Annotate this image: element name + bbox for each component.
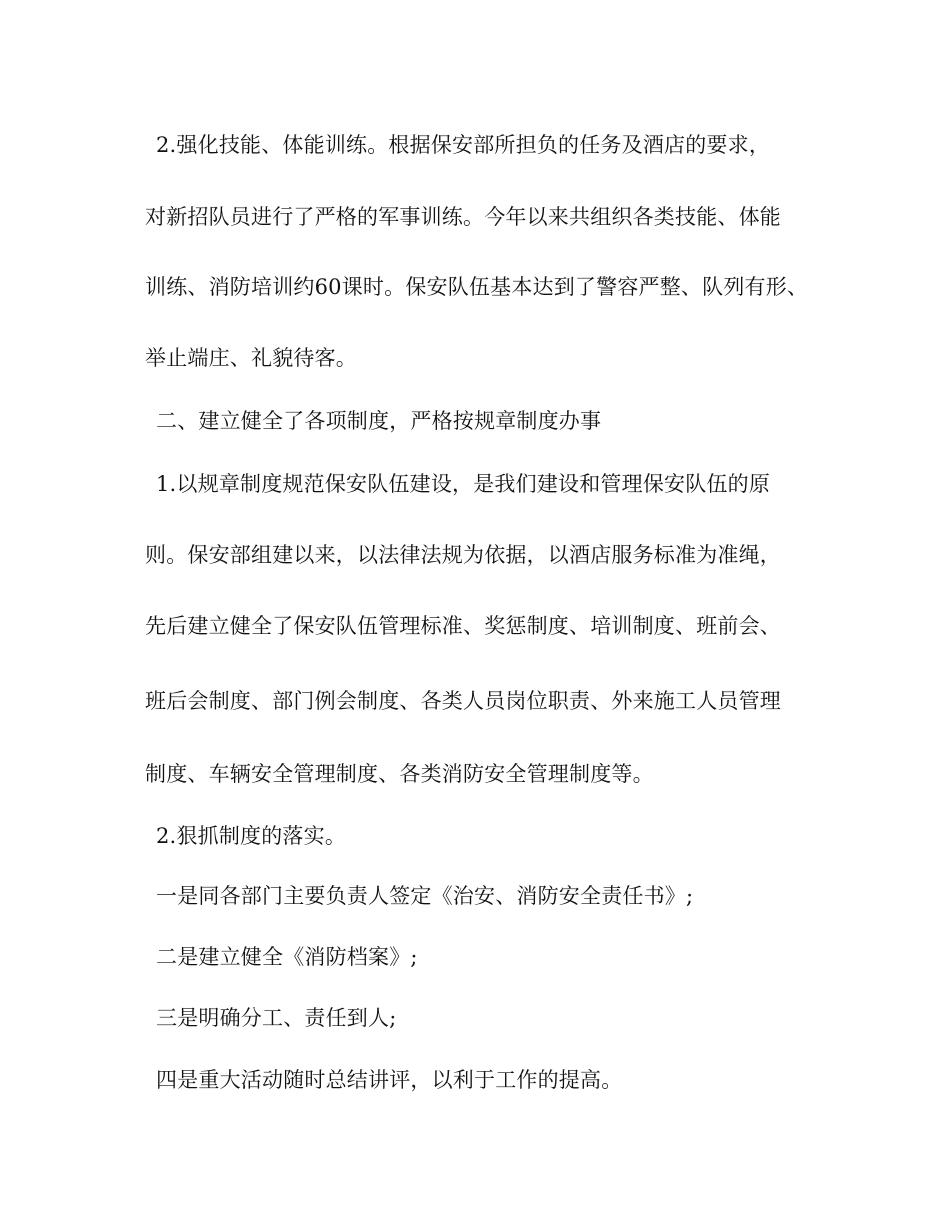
list-item-3: 三是明确分工、责任到人; — [156, 1006, 397, 1030]
paragraph-line-8: 先后建立健全了保安队伍管理标准、奖惩制度、培训制度、班前会、 — [145, 614, 781, 638]
paragraph-line-2: 对新招队员进行了严格的军事训练。今年以来共组织各类技能、体能 — [145, 205, 781, 229]
paragraph-line-6: 1.以规章制度规范保安队伍建设，是我们建设和管理保安队伍的原 — [156, 472, 771, 496]
paragraph-line-7: 则。保安部组建以来，以法律法规为依据，以酒店服务标准为准绳， — [145, 543, 781, 567]
paragraph-line-11: 2.狠抓制度的落实。 — [156, 824, 347, 848]
section-heading: 二、建立健全了各项制度，严格按规章制度办事 — [156, 409, 602, 433]
paragraph-line-4: 举止端庄、礼貌待客。 — [145, 346, 357, 370]
list-item-2: 二是建立健全《消防档案》; — [156, 945, 418, 969]
paragraph-line-9: 班后会制度、部门例会制度、各类人员岗位职责、外来施工人员管理 — [145, 689, 781, 713]
list-item-1: 一是同各部门主要负责人签定《治安、消防安全责任书》; — [156, 884, 694, 908]
paragraph-line-10: 制度、车辆安全管理制度、各类消防安全管理制度等。 — [145, 762, 654, 786]
list-item-4: 四是重大活动随时总结讲评，以利于工作的提高。 — [156, 1068, 623, 1092]
paragraph-line-3: 训练、消防培训约60课时。保安队伍基本达到了警容严整、队列有形、 — [145, 275, 809, 299]
paragraph-line-1: 2.强化技能、体能训练。根据保安部所担负的任务及酒店的要求， — [156, 133, 771, 157]
